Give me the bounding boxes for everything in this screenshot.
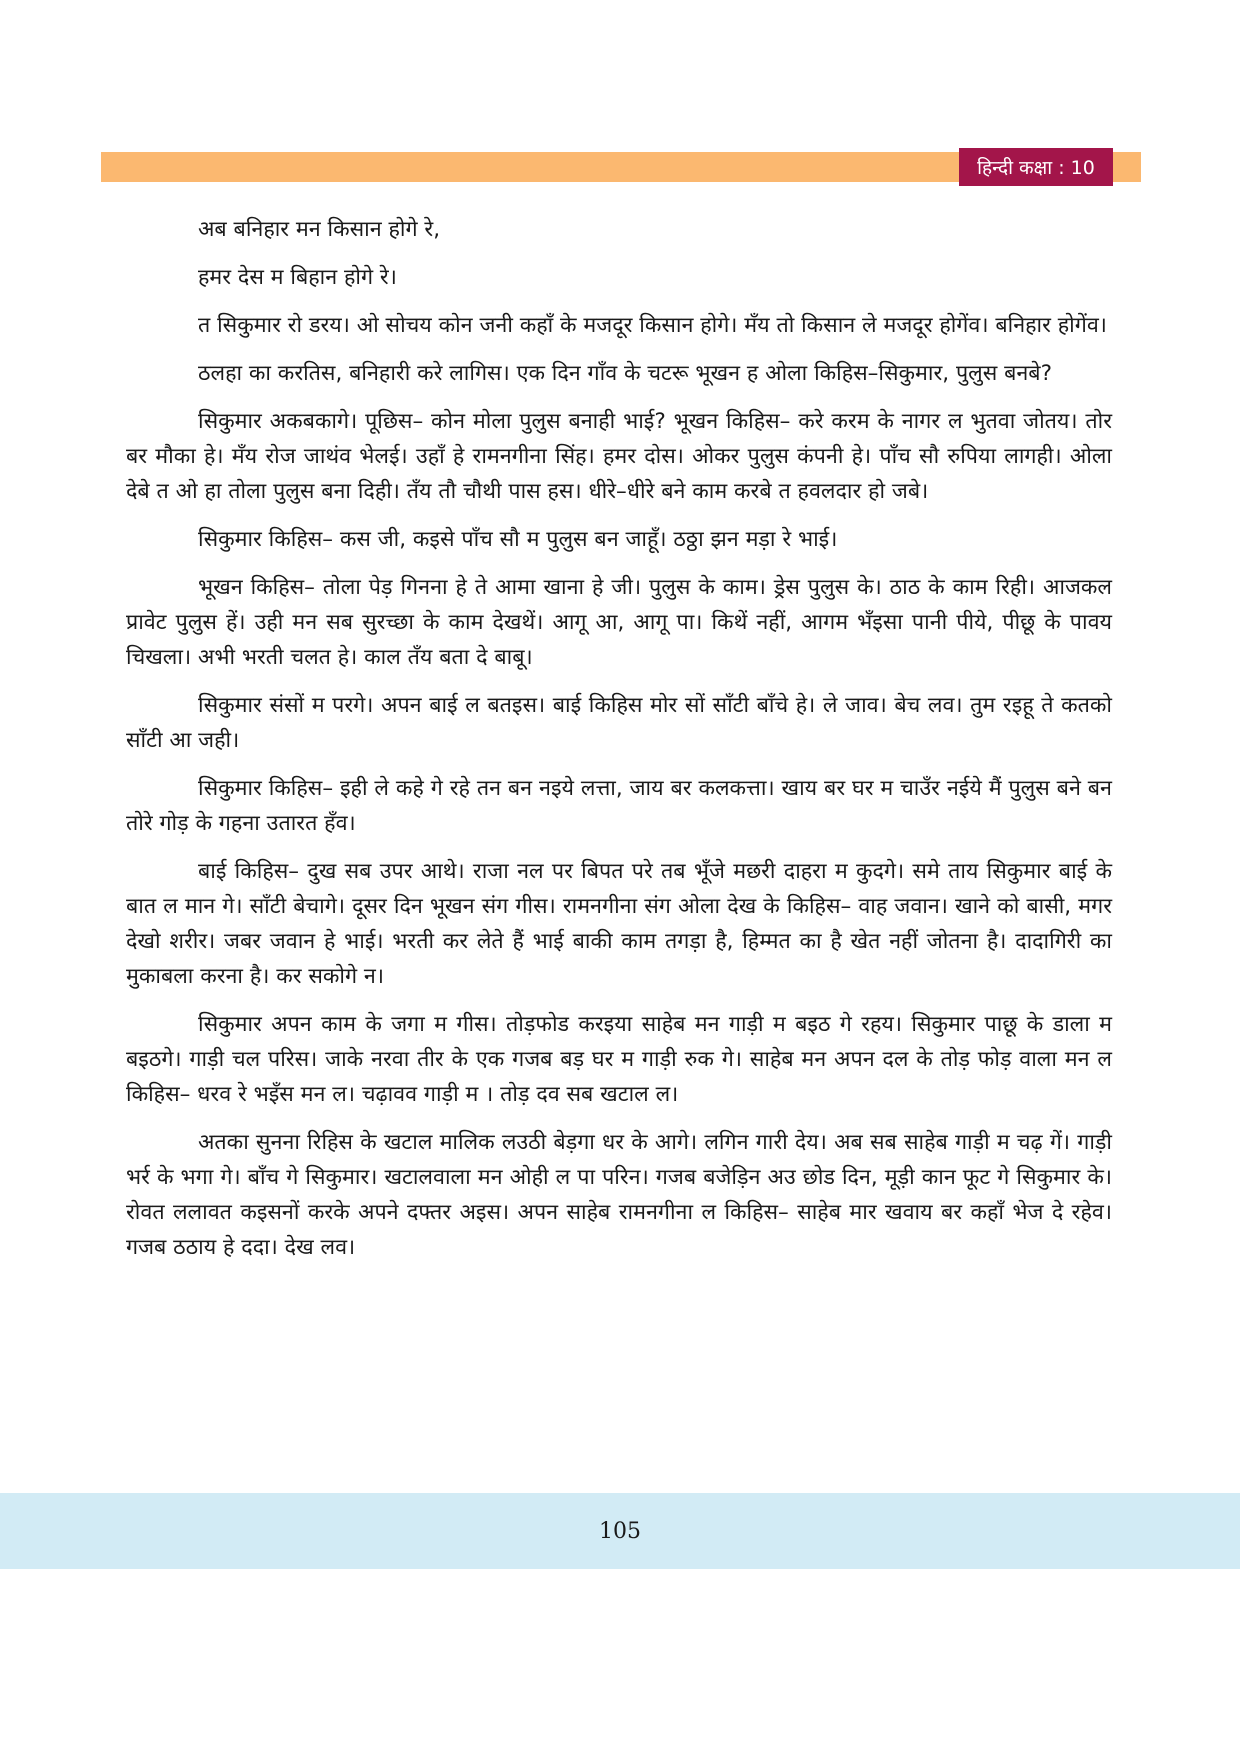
paragraph: सिकुमार किहिस– इही ले कहे गे रहे तन बन नइये लत्ता, जाय बर कलकत्ता। खाय बर घर म चाउँर नईये मैं पुलुस बने बन तोरे गोड़ के गहना उतारत हँव। <box>126 776 1112 836</box>
paragraph: ठलहा का करतिस, बनिहारी करे लागिस। एक दिन गाँव के चटरू भूखन ह ओला किहिस–सिकुमार, पुलुस बनबे? <box>198 361 1052 386</box>
page-number: 105 <box>599 1518 641 1544</box>
verse-line: अब बनिहार मन किसान होगे रे, <box>198 217 441 242</box>
header-class-tag: हिन्दी कक्षा : 10 <box>959 148 1113 186</box>
paragraph: त सिकुमार रो डरय। ओ सोचय कोन जनी कहाँ के मजदूर किसान होगे। मँय तो किसान ले मजदूर होगेंव। बनिहार होगेंव। <box>198 313 1107 338</box>
paragraph: अतका सुनना रिहिस के खटाल मालिक लउठी बेड़गा धर के आगे। लगिन गारी देय। अब सब साहेब गाड़ी म चढ़ गें। गाड़ी भर्र के भगा गे। बाँच गे सिकुमार। खटालवाला मन ओही ल पा परिन। गजब बजेड़िन अउ छोड दिन, मूड़ी कान फूट गे सिकुमार के। रोवत ललावत कइसनों करके अपने दफ्तर अइस। अपन साहेब रामनगीना ल किहिस– साहेब मार खवाय बर कहाँ भेज दे रहेव। गजब ठठाय हे ददा। देख लव। <box>126 1130 1112 1260</box>
paragraph: सिकुमार संसों म परगे। अपन बाई ल बतइस। बाई किहिस मोर सों साँटी बाँचे हे। ले जाव। बेच लव। तुम रइहू ते कतको साँटी आ जही। <box>126 693 1112 753</box>
paragraph: सिकुमार अकबकागे। पूछिस– कोन मोला पुलुस बनाही भाई? भूखन किहिस– करे करम के नागर ल भुतवा जोतय। तोर बर मौका हे। मँय रोज जाथंव भेलई। उहाँ हे रामनगीना सिंह। हमर दोस। ओकर पुलुस कंपनी हे। पाँच सौ रुपिया लागही। ओला देबे त ओ हा तोला पुलुस बना दिही। तँय तौ चौथी पास हस। धीरे–धीरे बने काम करबे त हवलदार हो जबे। <box>126 409 1112 504</box>
paragraph: सिकुमार किहिस– कस जी, कइसे पाँच सौ म पुलुस बन जाहूँ। ठठ्ठा झन मड़ा रे भाई। <box>198 527 838 552</box>
page-body <box>126 212 1112 1278</box>
paragraph: बाई किहिस– दुख सब उपर आथे। राजा नल पर बिपत परे तब भूँजे मछरी दाहरा म कुदगे। समे ताय सिकुमार बाई के बात ल मान गे। साँटी बेचागे। दूसर दिन भूखन संग गीस। रामनगीना संग ओला देख के किहिस– वाह जवान। खाने को बासी, मगर देखो शरीर। जबर जवान हे भाई। भरती कर लेते हैं भाई बाकी काम तगड़ा है, हिम्मत का है खेत नहीं जोतना है। दादागिरी का मुकाबला करना है। कर सकोगे न। <box>126 859 1112 989</box>
paragraph: भूखन किहिस– तोला पेड़ गिनना हे ते आमा खाना हे जी। पुलुस के काम। ड्रेस पुलुस के। ठाठ के काम रिही। आजकल प्रावेट पुलुस हें। उही मन सब सुरच्छा के काम देखथें। आगू आ, आगू पा। किथें नहीं, आगम भँइसा पानी पीये, पीछू के पावय चिखला। अभी भरती चलत हे। काल तँय बता दे बाबू। <box>126 575 1112 670</box>
verse-line: हमर देस म बिहान होगे रे। <box>198 265 397 290</box>
paragraph: सिकुमार अपन काम के जगा म गीस। तोड़फोड करइया साहेब मन गाड़ी म बइठ गे रहय। सिकुमार पाछू के डाला म बइठगे। गाड़ी चल परिस। जाके नरवा तीर के एक गजब बड़ घर म गाड़ी रुक गे। साहेब मन अपन दल के तोड़ फोड़ वाला मन ल किहिस– धरव रे भइँस मन ल। चढ़ावव गाड़ी म । तोड़ दव सब खटाल ल। <box>126 1012 1113 1107</box>
